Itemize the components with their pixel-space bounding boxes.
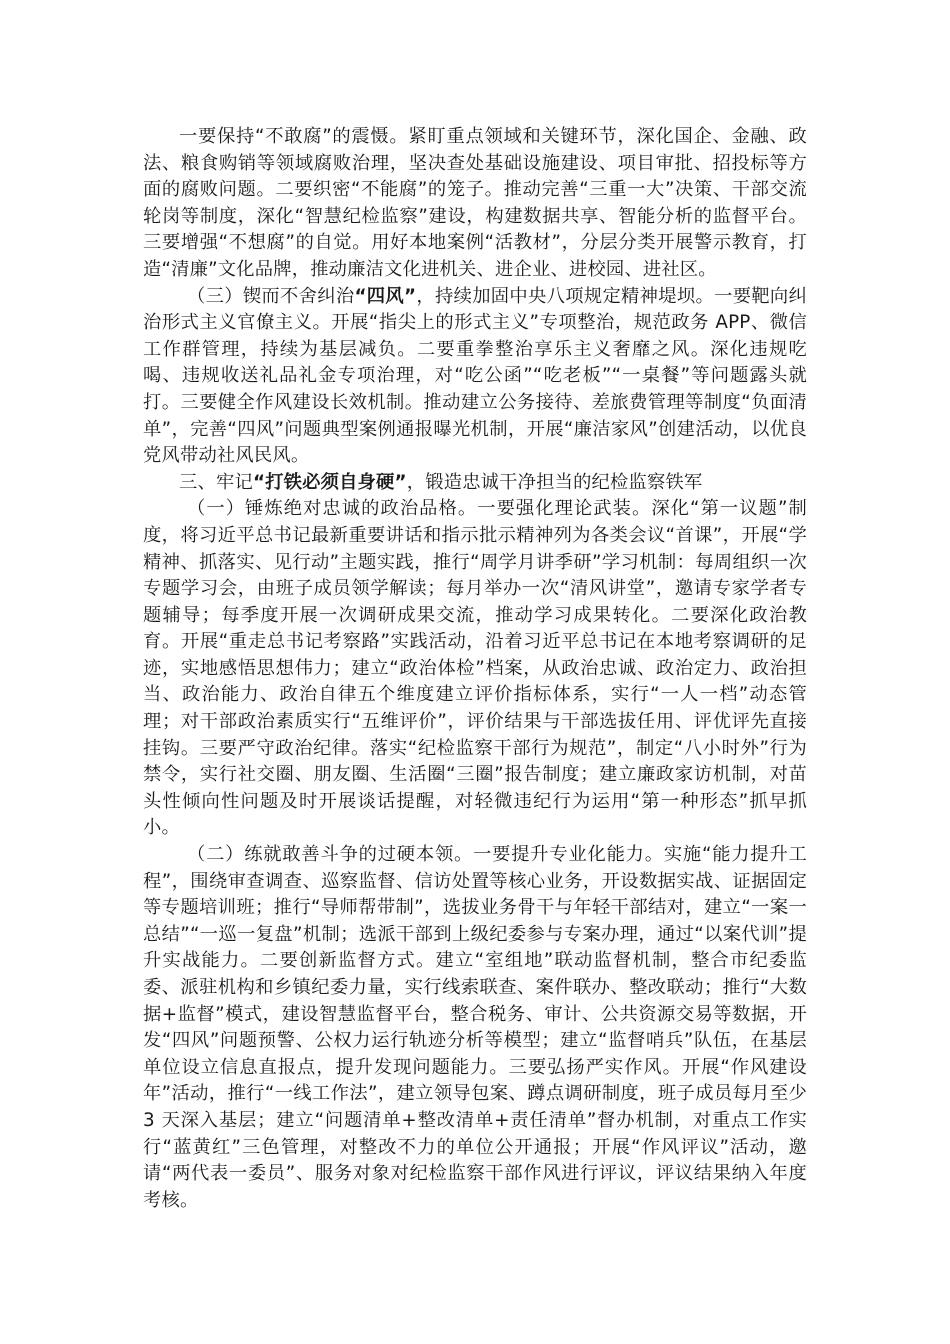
paragraph-four-styles-prefix: （三）锲而不舍纠治 <box>187 285 355 307</box>
section-heading-emphasis: “打铁必须自身硬” <box>252 471 407 493</box>
section-heading-three <box>143 470 807 497</box>
paragraph-anticorruption: 一要保持“不敢腐”的震慑。紧盯重点领域和关键环节，深化国企、金融、政法、粮食购销等领域腐败治理，坚决查处基础设施建设、项目审批、招投标等方面的腐败问题。二要织密“不能腐”的笼子。推动完善“三重一大”决策、干部交流轮岗等制度，深化“智慧纪检监察”建设，构建数据共享、智能分析的监督平台。三要增强“不想腐”的自觉。用好本地案例“活教材”，分层分类开展警示教育，打造“清廉”文化品牌，推动廉洁文化进机关、进企业、进校园、进社区。 <box>143 126 808 280</box>
document-body <box>143 124 807 1214</box>
section-heading-prefix: 三、牢记 <box>179 471 253 493</box>
paragraph-four-styles <box>143 284 807 470</box>
paragraph-political-loyalty: （一）锤炼绝对忠诚的政治品格。一要强化理论武装。深化“第一议题”制度，将习近平总书记最新重要讲话和指示批示精神列为各类会议“首课”，开展“学精神、抓落实、见行动”主题实践，推行“周学月讲季研”学习机制：每周组织一次专题学习会，由班子成员领学解读；每月举办一次“清风讲堂”，邀请专家学者专题辅导；每季度开展一次调研成果交流，推动学习成果转化。二要深化政治教育。开展“重走总书记考察路”实践活动，沿着习近平总书记在本地考察调研的足迹，实地感悟思想伟力；建立“政治体检”档案，从政治忠诚、政治定力、政治担当、政治能力、政治自律五个维度建立评价指标体系，实行“一人一档”动态管理；对干部政治素质实行“五维评价”，评价结果与干部选拔任用、评优评先直接挂钩。三要严守政治纪律。落实“纪检监察干部行为规范”，制定“八小时外”行为禁令，实行社交圈、朋友圈、生活圈“三圈”报告制度；建立廉政家访机制，对苗头性倾向性问题及时开展谈话提醒，对轻微违纪行为运用“第一种形态”抓早抓小。 <box>143 498 808 839</box>
paragraph-four-styles-body: ，持续加固中央八项规定精神堤坝。一要靶向纠治形式主义官僚主义。开展“指尖上的形式主义”专项整治，规范政务 APP、微信工作群管理，持续为基层减负。二要重拳整治享乐主义奢靡之风。深化违规吃喝、违规收送礼品礼金专项治理，对“吃公函”“吃老板”“一桌餐”等问题露头就打。三要健全作风建设长效机制。推动建立公务接待、差旅费管理等制度“负面清单”，完善“四风”问题典型案例通报曝光机制，开展“廉洁家风”创建活动，以优良党风带动社风民风。 <box>143 285 807 467</box>
paragraph-struggle-skills: （二）练就敢善斗争的过硬本领。一要提升专业化能力。实施“能力提升工程”，围绕审查调查、巡察监督、信访处置等核心业务，开设数据实战、证据固定等专题培训班；推行“导师帮带制”，选拔业务骨干与年轻干部结对，建立“一案一总结”“一巡一复盘”机制；选派干部到上级纪委参与专案办理，通过“以案代训”提升实战能力。二要创新监督方式。建立“室组地”联动监督机制，整合市纪委监委、派驻机构和乡镇纪委力量，实行线索联查、案件联办、整改联动；推行“大数据+监督”模式，建设智慧监督平台，整合税务、审计、公共资源交易等数据，开发“四风”问题预警、公权力运行轨迹分析等模型；建立“监督哨兵”队伍，在基层单位设立信息直报点，提升发现问题能力。三要弘扬严实作风。开展“作风建设年”活动，推行“一线工作法”，建立领导包案、蹲点调研制度，班子成员每月至少 3 天深入基层；建立“问题清单+整改清单+责任清单”督办机制，对重点工作实行“蓝黄红”三色管理，对整改不力的单位公开通报；开展“作风评议”活动，邀请“两代表一委员”、服务对象对纪检监察干部作风进行评议，评议结果纳入年度考核。 <box>143 844 807 1211</box>
section-heading-body: ，锻造忠诚干净担当的纪检监察铁军 <box>406 471 703 493</box>
paragraph-four-styles-emphasis: “四风” <box>354 285 417 307</box>
